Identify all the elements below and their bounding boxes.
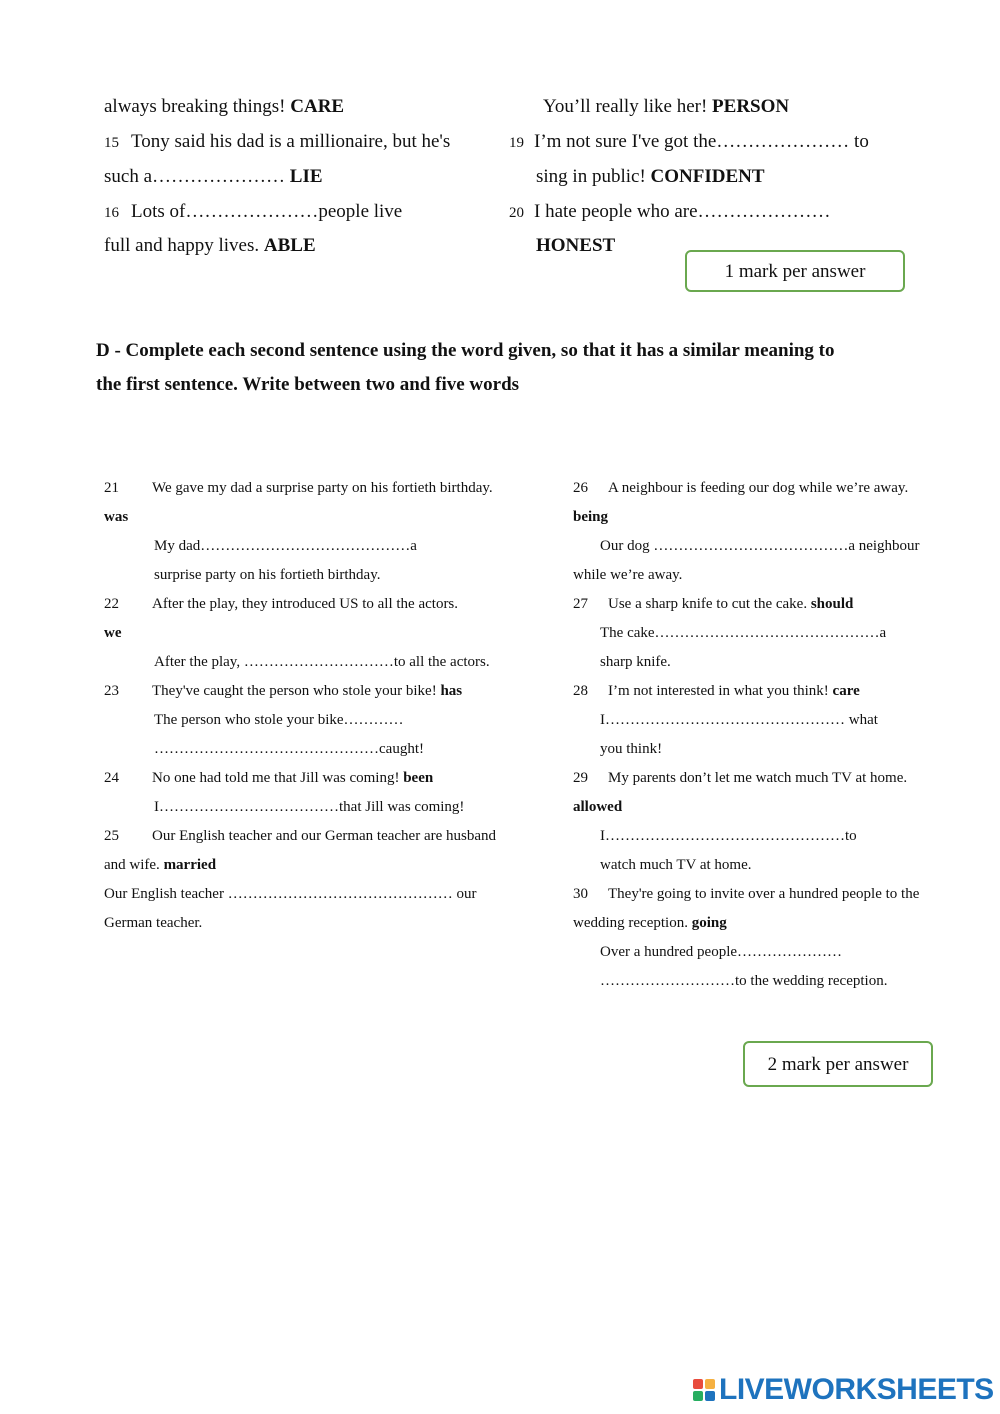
logo-square-4 <box>705 1391 715 1401</box>
c-right-line-5: HONEST <box>536 235 616 256</box>
c-question-15: 15 Tony said his dad is a millionaire, but he's <box>104 131 451 152</box>
c-right-line-1: You’ll really like her! PERSON <box>543 96 790 117</box>
mark-per-answer-box-1: 1 mark per answer <box>685 250 905 292</box>
c-line-5: full and happy lives. ABLE <box>104 235 316 256</box>
d-question-22: 22 After the play, they introduced US to all the actors. <box>104 596 459 612</box>
c-right-line-3: sing in public! CONFIDENT <box>536 166 765 187</box>
d-answer-22: After the play, …………………………to all the actors. <box>154 654 490 670</box>
d-answer-30a: Over a hundred people………………… <box>600 944 843 960</box>
logo-square-1 <box>693 1379 703 1389</box>
c-question-20: 20 I hate people who are………………… <box>509 201 831 222</box>
d-answer-30b: ………………………to the wedding reception. <box>600 973 888 989</box>
c-line-3: such a………………… LIE <box>104 166 323 187</box>
d-question-28: 28 I’m not interested in what you think! care <box>573 683 860 699</box>
d-keyword-21: was <box>104 509 129 525</box>
d-keyword-29: allowed <box>573 799 623 815</box>
d-question-24: 24 No one had told me that Jill was coming! been <box>104 770 434 786</box>
d-answer-25a: Our English teacher ……………………………………… our <box>104 886 477 902</box>
section-d-title-line-1: D - Complete each second sentence using the word given, so that it has a similar meaning to <box>96 340 835 361</box>
d-answer-26b: while we’re away. <box>573 567 683 583</box>
d-answer-25b: German teacher. <box>104 915 203 931</box>
d-question-29: 29 My parents don’t let me watch much TV at home. <box>573 770 908 786</box>
logo-text: LIVEWORKSHEETS <box>719 1373 994 1406</box>
liveworksheets-logo[interactable] <box>693 1375 994 1405</box>
d-answer-23a: The person who stole your bike………… <box>154 712 404 728</box>
d-answer-29b: watch much TV at home. <box>600 857 752 873</box>
c-question-16: 16 Lots of…………………people live <box>104 201 403 222</box>
d-answer-27b: sharp knife. <box>600 654 671 670</box>
d-keyword-30: wedding reception. going <box>573 915 727 931</box>
d-answer-29a: I…………………………………………to <box>600 828 857 844</box>
c-line-1: always breaking things! CARE <box>104 96 345 117</box>
d-answer-21b: surprise party on his fortieth birthday. <box>154 567 381 583</box>
d-question-26: 26 A neighbour is feeding our dog while we’re away. <box>573 480 909 496</box>
d-answer-21a: My dad……………………………………a <box>154 538 417 554</box>
section-d-title-line-2: the first sentence. Write between two and five words <box>96 374 520 395</box>
d-answer-23b: ………………………………………caught! <box>154 741 424 757</box>
logo-square-2 <box>705 1379 715 1389</box>
d-question-21: 21 We gave my dad a surprise party on his fortieth birthday. <box>104 480 493 496</box>
d-answer-28b: you think! <box>600 741 663 757</box>
mark-per-answer-box-2: 2 mark per answer <box>743 1041 933 1087</box>
logo-square-3 <box>693 1391 703 1401</box>
d-keyword-26: being <box>573 509 609 525</box>
d-question-30: 30 They're going to invite over a hundred people to the <box>573 886 920 902</box>
c-question-19: 19 I’m not sure I've got the………………… to <box>509 131 869 152</box>
d-question-27: 27 Use a sharp knife to cut the cake. should <box>573 596 854 612</box>
d-answer-28a: I………………………………………… what <box>600 712 878 728</box>
d-answer-24: I………………………………that Jill was coming! <box>154 799 465 815</box>
d-question-23: 23 They've caught the person who stole your bike! has <box>104 683 463 699</box>
d-keyword-25: and wife. married <box>104 857 217 873</box>
d-answer-26a: Our dog …………………………………a neighbour <box>600 538 920 554</box>
d-answer-27a: The cake………………………………………a <box>600 625 887 641</box>
d-keyword-22: we <box>104 625 122 641</box>
logo-grid-icon <box>693 1379 715 1401</box>
d-question-25: 25 Our English teacher and our German teacher are husband <box>104 828 497 844</box>
